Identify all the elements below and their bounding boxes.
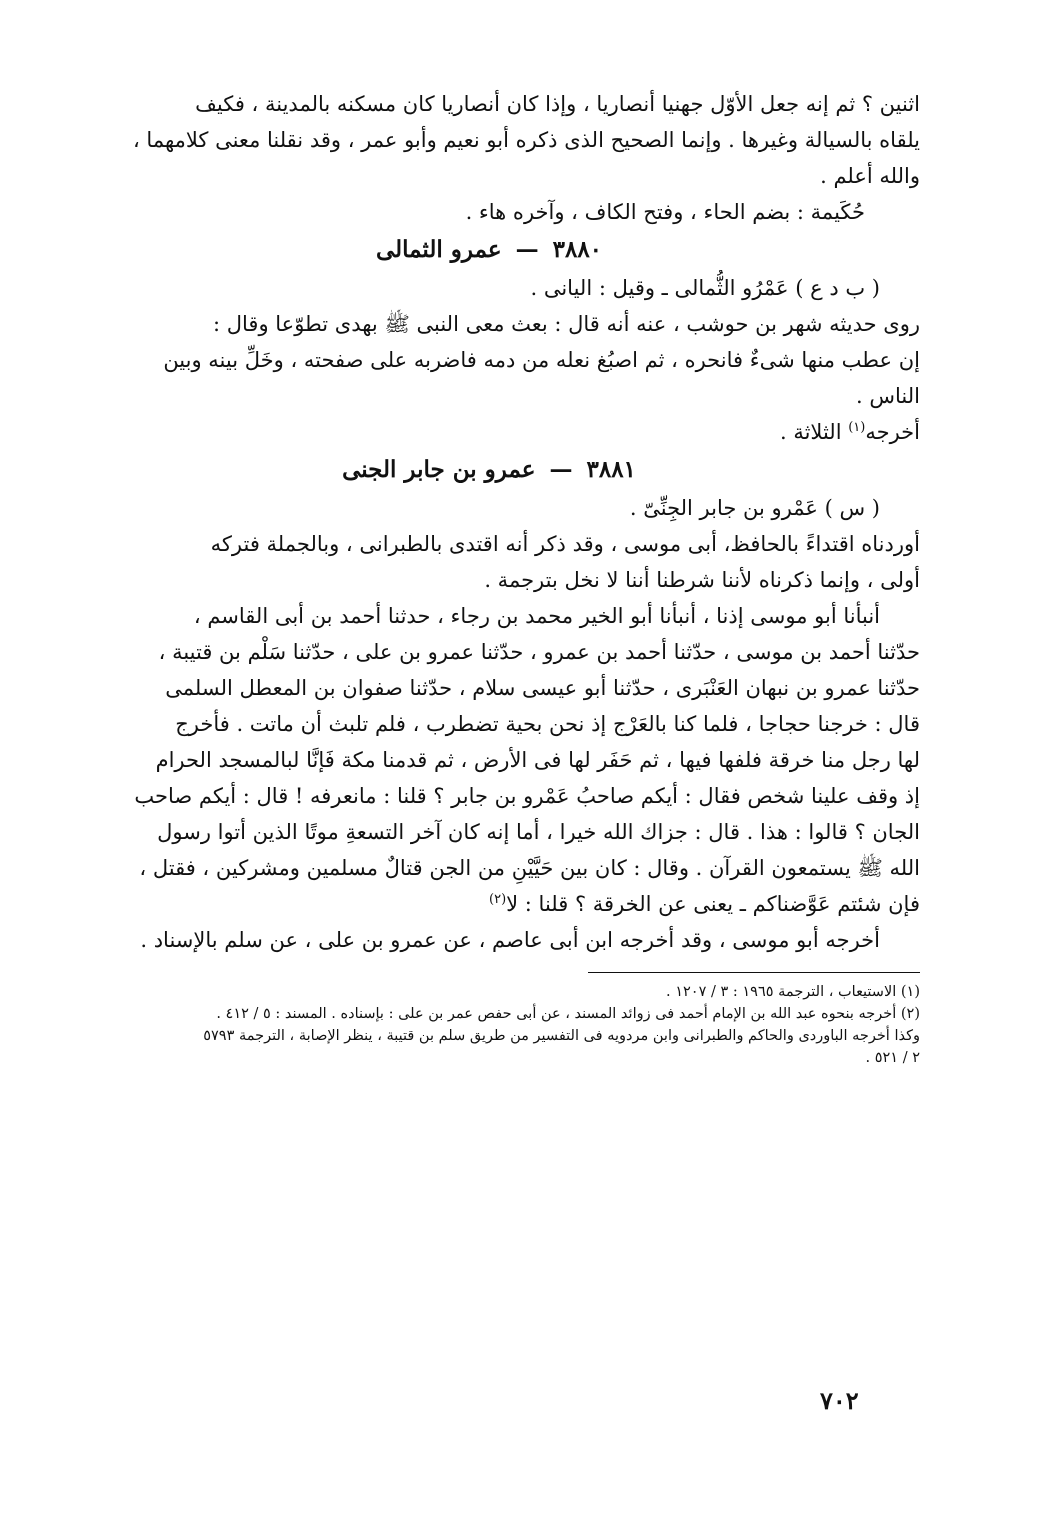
text-line: قال : خرجنا حجاجا ، فلما كنا بالعَرْج إذ نحن بحية تضطرب ، فلم تلبث أن ماتت . فأخرج — [175, 712, 920, 736]
text-line: الله ﷺ يستمعون القرآن . وقال : كان بين حَيَّيْنِ من الجن قتالٌ مسلمين ومشركين ، فقتل ، — [139, 856, 920, 880]
footnote: ٢ / ٥٢١ . — [865, 1050, 920, 1066]
page-number: ٧٠٢ — [820, 1386, 859, 1415]
text-line: والله أعلم . — [820, 164, 920, 188]
document-page — [58, 86, 920, 1506]
text-line: الناس . — [856, 384, 920, 408]
entry-name: عمرو بن جابر الجنى — [342, 456, 536, 483]
text-line: روى حديثه شهر بن حوشب ، عنه أنه قال : بعث معى النبى ﷺ بهدى تطوّعا وقال : — [213, 312, 920, 336]
footnote: (١) الاستيعاب ، الترجمة ١٩٦٥ : ٣ / ١٢٠٧ . — [666, 984, 920, 1000]
text-line: حدّثنا عمرو بن نبهان العَنْبَرى ، حدّثنا أبو عيسى سلام ، حدّثنا صفوان بن المعطل السلمى — [165, 676, 920, 700]
footnote: (٢) أخرجه بنحوه عبد الله بن الإمام أحمد فى زوائد المسند ، عن أبى حفص عمر بن على : بإسناده . المسند : ٥ / ٤١٢ . — [216, 1006, 920, 1022]
text-line: لها رجل منا خرقة فلفها فيها ، ثم حَفَر لها فى الأرض ، ثم قدمنا مكة فَإنَّا لبالمسجد الحرام — [155, 748, 920, 772]
text-line: حدّثنا أحمد بن موسى ، حدّثنا أحمد بن عمرو ، حدّثنا عمرو بن على ، حدّثنا سَلْم بن قتيبة ، — [158, 640, 920, 664]
entry-dash: — — [549, 456, 573, 483]
text-line: أوردناه اقتداءً بالحافظ، أبى موسى ، وقد ذكر أنه اقتدى بالطبرانى ، وبالجملة فتركه — [210, 532, 920, 556]
text-line: أولى ، وإنما ذكرناه لأننا شرطنا أننا لا نخل بترجمة . — [484, 568, 920, 592]
text-line: أنبأنا أبو موسى إذنا ، أنبأنا أبو الخير محمد بن رجاء ، حدثنا أحمد بن أبى القاسم ، — [193, 604, 880, 628]
entry-name: عمرو الثمالى — [375, 236, 502, 263]
text-line: الجان ؟ قالوا : هذا . قال : جزاك الله خيرا ، أما إنه كان آخر التسعةِ موتًا الذين أتوا رسول — [157, 820, 920, 844]
entry-number: ٣٨٨٠ — [552, 236, 603, 263]
attribution-text: الثلاثة . — [779, 420, 849, 444]
closing-line: أخرجه أبو موسى ، وقد أخرجه ابن أبى عاصم ، عن عمرو بن على ، عن سلم بالإسناد . — [140, 928, 880, 952]
entry-dash: — — [515, 236, 539, 263]
text-line: إذ وقف علينا شخص فقال : أيكم صاحبُ عَمْرو بن جابر ؟ قلنا : مانعرفه ! قال : أيكم صاحب — [134, 784, 920, 808]
footnote-divider — [588, 972, 920, 973]
footnote-ref: (٢) — [489, 892, 507, 907]
text-line: اثنين ؟ ثم إنه جعل الأوّل جهنيا أنصاريا ، وإذا كان أنصاريا كان مسكنه بالمدينة ، فكيف — [195, 92, 920, 116]
pronunciation-note: حُكَيمة : بضم الحاء ، وفتح الكاف ، وآخره هاء . — [465, 200, 865, 224]
entry-tag-line: ( س ) عَمْرو بن جابر الجِنِّىّ . — [629, 496, 880, 520]
footnote-ref: (١) — [848, 420, 866, 435]
entry-number: ٣٨٨١ — [586, 456, 636, 483]
attribution-label: أخرجه — [865, 420, 920, 444]
text-line: إن عطب منها شىءٌ فانحره ، ثم اصبُغ نعله من دمه فاضربه على صفحته ، وخَلِّ بينه وبين — [163, 348, 920, 372]
text-line — [58, 886, 920, 922]
footnote: وكذا أخرجه الباوردى والحاكم والطبرانى وابن مردويه فى التفسير من طريق سلم بن قتيبة ، ينظر الإصابة ، الترجمة ٥٧٩٣ — [203, 1028, 920, 1044]
entry-heading-3881 — [58, 450, 920, 490]
entry-tag-line: ( ب د ع ) عَمْرُو الثُّمالى ـ وقيل : اليانى . — [530, 276, 880, 300]
entry-heading-3880 — [58, 230, 920, 270]
text-line-content: فإن شئتم عَوَّضناكم ـ يعنى عن الخرقة ؟ قلنا : لا — [506, 892, 920, 916]
attribution-line — [58, 414, 920, 450]
text-line: يلقاه بالسيالة وغيرها . وإنما الصحيح الذى ذكره أبو نعيم وأبو عمر ، وقد نقلنا معنى كلامهما ، — [132, 128, 920, 152]
